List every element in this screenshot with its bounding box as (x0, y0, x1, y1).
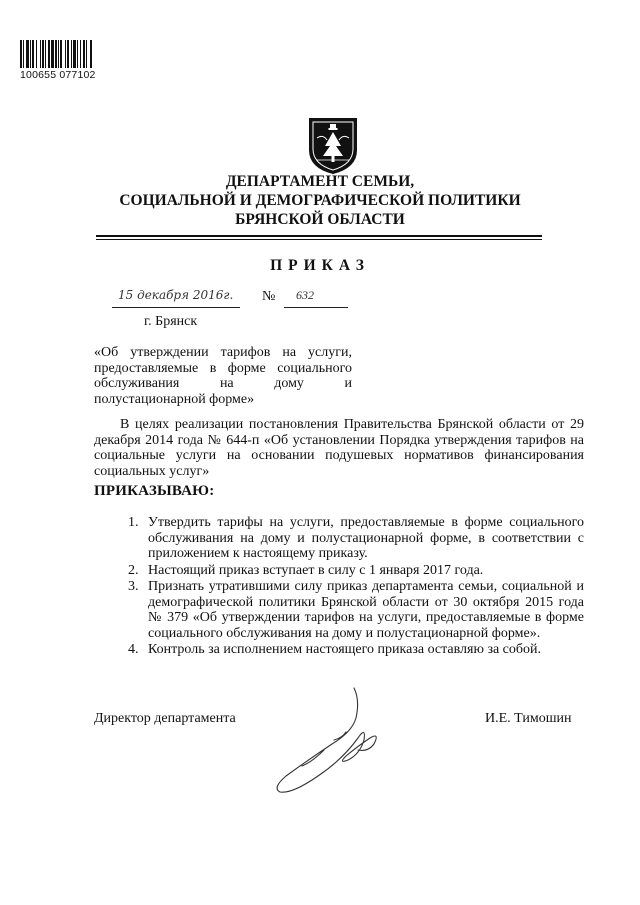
subject-line-4: полустационарной форме» (94, 391, 255, 407)
subject-line-2: предоставляемые в форме социального (94, 360, 352, 376)
item-text: Утвердить тарифы на услуги, предоставляемые в форме социального обслуживания на дому и полустационарной форме, в соответствии с приложением к настоящему приказу. (148, 515, 584, 561)
coat-of-arms-icon (303, 116, 363, 176)
order-directive: ПРИКАЗЫВАЮ: (94, 483, 215, 499)
handwritten-signature-icon (262, 680, 412, 802)
order-subject (94, 345, 352, 407)
order-date: 15 декабря 2016г. (118, 288, 234, 302)
signer-position: Директор департамента (94, 711, 236, 726)
barcode-number: 100655 077102 (20, 69, 96, 81)
barcode (20, 40, 114, 81)
document-title: ПРИКАЗ (270, 257, 370, 274)
preamble-paragraph: В целях реализации постановления Правительства Брянской области от 29 декабря 2014 года № 644-п «Об установлении Порядка утверждения тарифов на социальные услуги на основании подушевых нормативов финансирования социальных услуг» (94, 417, 584, 479)
city: г. Брянск (144, 314, 198, 329)
item-text: Контроль за исполнением настоящего приказа оставляю за собой. (148, 642, 542, 657)
list-item (128, 579, 584, 641)
item-text: Признать утратившими силу приказ департамента семьи, социальной и демографической политики Брянской области от 30 октября 2015 года № 379 «Об утверждении тарифов на услуги, предоставляемые в форме социального обслуживания на дому и полустационарной форме». (148, 579, 584, 641)
item-number: 1. (128, 515, 139, 530)
number-sign: № (262, 289, 276, 304)
header-divider-thin (96, 239, 542, 240)
list-item (128, 563, 584, 579)
header-divider (96, 235, 542, 237)
number-underline (284, 291, 348, 308)
department-line-2: СОЦИАЛЬНОЙ И ДЕМОГРАФИЧЕСКОЙ ПОЛИТИКИ (119, 192, 521, 209)
department-name (90, 172, 550, 229)
item-number: 2. (128, 562, 139, 578)
item-number: 4. (128, 642, 139, 657)
list-item (128, 642, 584, 658)
item-text: Настоящий приказ вступает в силу с 1 января 2017 года. (148, 562, 484, 578)
signer-name: И.Е. Тимошин (485, 711, 572, 726)
order-number: 632 (296, 288, 314, 302)
item-number: 3. (128, 579, 139, 594)
list-item (128, 515, 584, 562)
subject-line-1: «Об утверждении тарифов на услуги, (94, 345, 352, 360)
department-line-1: ДЕПАРТАМЕНТ СЕМЬИ, (225, 173, 415, 190)
department-line-3: БРЯНСКОЙ ОБЛАСТИ (235, 211, 405, 228)
subject-line-3: обслуживания на дому и (94, 376, 352, 391)
order-items-list (128, 515, 584, 659)
barcode-bars-icon (20, 40, 114, 68)
